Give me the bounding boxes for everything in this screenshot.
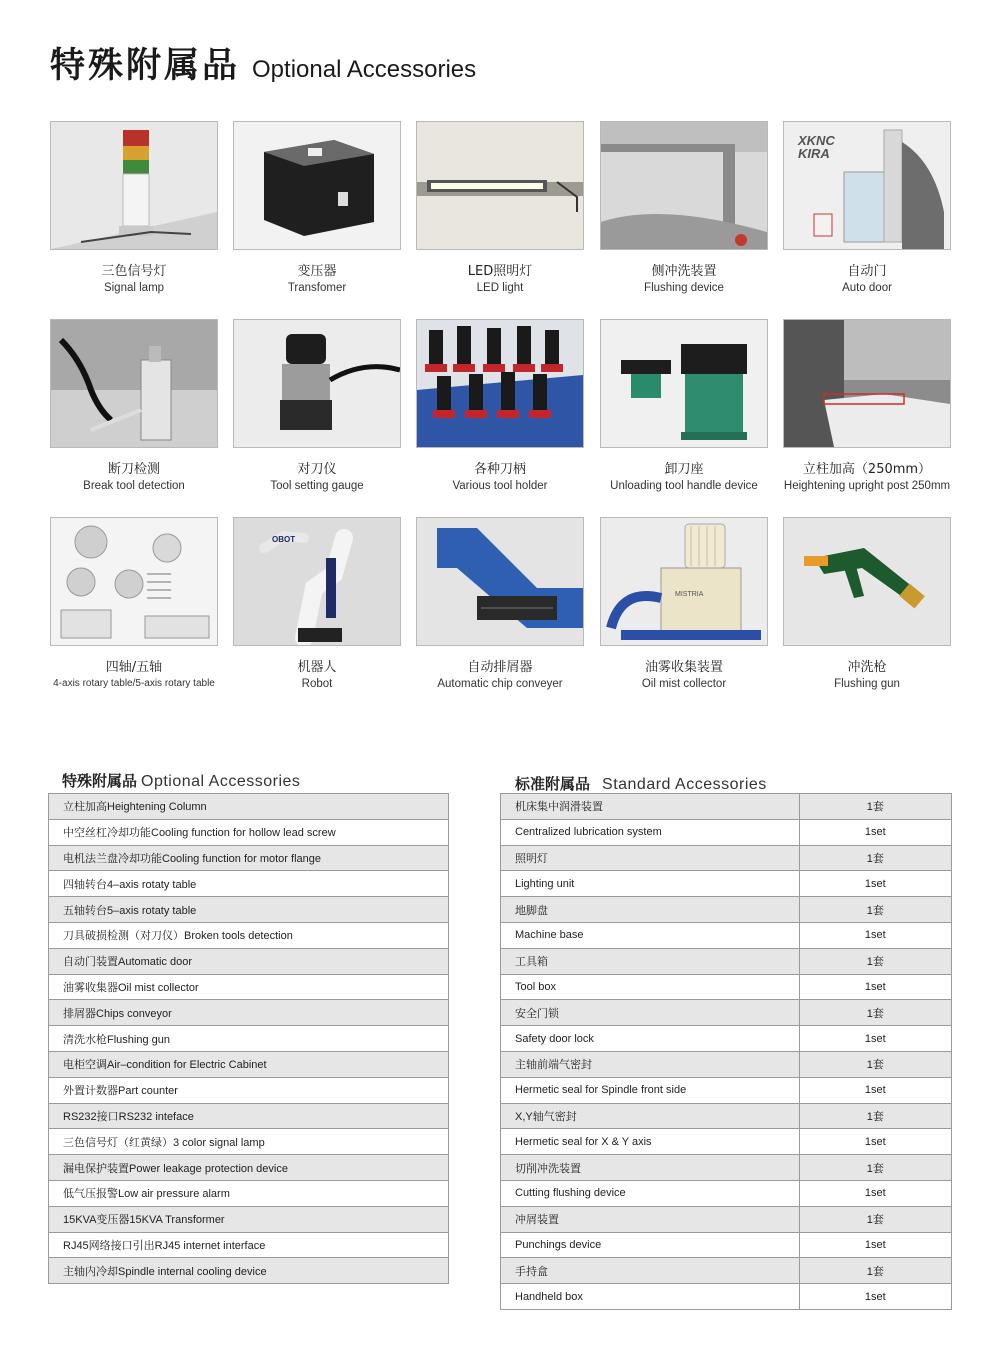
robot-photo [233, 517, 401, 646]
caption-zh: 自动排屑器 [467, 660, 533, 675]
table-row [501, 897, 952, 923]
item-qty: 1套 [799, 1000, 951, 1026]
unloading-tool-handle-photo [600, 319, 768, 448]
item-name: Centralized lubrication system [501, 819, 800, 845]
table-row [49, 1077, 449, 1103]
item-name: Hermetic seal for X & Y axis [501, 1129, 800, 1155]
caption-zh: 断刀检测 [107, 462, 160, 477]
item-qty: 1set [799, 1180, 951, 1206]
item-name: Machine base [501, 922, 800, 948]
caption-en: Break tool detection [83, 480, 185, 492]
item-qty: 1set [799, 1026, 951, 1052]
optional-section-title [62, 770, 300, 791]
table-cell: 漏电保护装置Power leakage protection device [49, 1155, 449, 1181]
caption-zh: 卸刀座 [664, 462, 704, 477]
caption-zh: 立柱加高（250mm） [802, 462, 932, 477]
accessory-transformer [233, 121, 401, 294]
caption-en: Flushing device [644, 282, 724, 294]
page-header [50, 38, 476, 88]
table-cell: 三色信号灯（红黄绿）3 color signal lamp [49, 1129, 449, 1155]
flushing-gun-photo [783, 517, 951, 646]
table-cell: 五轴转台5–axis rotaty table [49, 897, 449, 923]
optional-title-zh: 特殊附属品 [62, 772, 138, 790]
transformer-photo [233, 121, 401, 250]
table-cell: 中空丝杠冷却功能Cooling function for hollow lead screw [49, 819, 449, 845]
caption-en: Unloading tool handle device [610, 480, 758, 492]
table-row [501, 974, 952, 1000]
caption-en: 4-axis rotary table/5-axis rotary table [53, 678, 215, 689]
table-cell: 四轴转台4–axis rotaty table [49, 871, 449, 897]
table-row [501, 871, 952, 897]
caption-zh: 变压器 [297, 264, 337, 279]
table-row [501, 922, 952, 948]
item-name: 工具箱 [501, 948, 800, 974]
standard-title-en: Standard Accessories [602, 776, 767, 793]
caption-zh: 机器人 [297, 660, 337, 675]
oil-mist-collector-photo [600, 517, 768, 646]
item-name: 冲屑装置 [501, 1206, 800, 1232]
table-cell: 15KVA变压器15KVA Transformer [49, 1206, 449, 1232]
caption-zh: 四轴/五轴 [105, 660, 163, 675]
door-brand-text: XKNC [798, 133, 835, 148]
table-row [49, 1258, 449, 1284]
accessory-rotary-table [50, 517, 218, 689]
flushing-device-photo [600, 121, 768, 250]
item-qty: 1套 [799, 1206, 951, 1232]
collector-brand-text: MISTRIA [675, 591, 704, 598]
accessory-signal-lamp [50, 121, 218, 294]
rotary-table-photo [50, 517, 218, 646]
caption-zh: 三色信号灯 [101, 264, 167, 279]
door-brand-text: KIRA [798, 146, 830, 161]
accessory-heightening-upright-post [783, 319, 951, 492]
table-row [501, 794, 952, 820]
accessory-led-light [416, 121, 584, 294]
accessory-oil-mist-collector [600, 517, 768, 690]
table-cell: 低气压报警Low air pressure alarm [49, 1180, 449, 1206]
table-row [49, 974, 449, 1000]
item-name: Tool box [501, 974, 800, 1000]
accessory-flushing-gun [783, 517, 951, 690]
table-row [501, 1129, 952, 1155]
accessory-row [50, 517, 970, 715]
table-cell: 排屑器Chips conveyor [49, 1000, 449, 1026]
caption-en: Auto door [842, 282, 892, 294]
item-qty: 1set [799, 974, 951, 1000]
table-row [49, 922, 449, 948]
table-row [49, 845, 449, 871]
caption-zh: 侧冲洗装置 [651, 264, 717, 279]
item-name: 安全门锁 [501, 1000, 800, 1026]
accessory-row [50, 319, 970, 517]
table-row [501, 1051, 952, 1077]
signal-lamp-photo [50, 121, 218, 250]
caption-en: Heightening upright post 250mm [783, 480, 951, 492]
caption-zh: 自动门 [847, 264, 887, 279]
item-qty: 1套 [799, 794, 951, 820]
accessory-break-tool-detection [50, 319, 218, 492]
table-row [501, 1180, 952, 1206]
table-row [49, 794, 449, 820]
item-qty: 1set [799, 922, 951, 948]
table-row [49, 1129, 449, 1155]
table-row [49, 1206, 449, 1232]
caption-zh: LED照明灯 [467, 264, 533, 279]
table-row [501, 1232, 952, 1258]
caption-en: Various tool holder [452, 480, 548, 492]
table-row [501, 1258, 952, 1284]
accessory-flushing-device [600, 121, 768, 294]
table-row [49, 1026, 449, 1052]
table-cell: 电柜空调Air–condition for Electric Cabinet [49, 1051, 449, 1077]
item-qty: 1套 [799, 897, 951, 923]
caption-zh: 各种刀柄 [473, 462, 526, 477]
tool-setting-gauge-photo [233, 319, 401, 448]
accessory-tool-setting-gauge [233, 319, 401, 492]
table-row [501, 1103, 952, 1129]
item-name: Lighting unit [501, 871, 800, 897]
table-cell: 清洗水枪Flushing gun [49, 1026, 449, 1052]
page-title-en: Optional Accessories [252, 56, 477, 83]
item-qty: 1套 [799, 948, 951, 974]
table-row [501, 948, 952, 974]
table-row [501, 1284, 952, 1310]
auto-door-photo [783, 121, 951, 250]
item-name: Hermetic seal for Spindle front side [501, 1077, 800, 1103]
table-row [501, 1000, 952, 1026]
accessory-various-tool-holder [416, 319, 584, 492]
item-name: Cutting flushing device [501, 1180, 800, 1206]
item-qty: 1set [799, 1232, 951, 1258]
accessory-auto-door [783, 121, 951, 294]
table-cell: 刀具破损检测（对刀仪）Broken tools detection [49, 922, 449, 948]
item-name: Handheld box [501, 1284, 800, 1310]
caption-en: Oil mist collector [641, 678, 727, 690]
table-row [49, 1155, 449, 1181]
table-cell: 电机法兰盘冷却功能Cooling function for motor flange [49, 845, 449, 871]
standard-accessories-table [500, 793, 952, 1310]
standard-title-zh: 标准附属品 [515, 775, 591, 793]
item-name: 手持盒 [501, 1258, 800, 1284]
caption-zh: 冲洗枪 [847, 660, 887, 675]
table-row [49, 1232, 449, 1258]
caption-en: Automatic chip conveyer [437, 678, 563, 690]
heightening-post-photo [783, 319, 951, 448]
accessory-photo-grid [50, 121, 970, 715]
accessory-row [50, 121, 970, 319]
caption-zh: 油雾收集装置 [644, 660, 723, 675]
table-row [501, 819, 952, 845]
table-cell: 油雾收集器Oil mist collector [49, 974, 449, 1000]
item-qty: 1套 [799, 1258, 951, 1284]
item-qty: 1set [799, 1077, 951, 1103]
caption-en: Robot [301, 678, 333, 690]
table-cell: RJ45网络接口引出RJ45 internet interface [49, 1232, 449, 1258]
table-cell: 外置计数器Part counter [49, 1077, 449, 1103]
accessory-chip-conveyer [416, 517, 584, 690]
various-tool-holder-photo [416, 319, 584, 448]
table-cell: 自动门装置Automatic door [49, 948, 449, 974]
table-row [501, 845, 952, 871]
item-qty: 1套 [799, 1155, 951, 1181]
caption-zh: 对刀仪 [297, 462, 337, 477]
caption-en: Signal lamp [103, 282, 165, 294]
standard-section-title [515, 773, 767, 794]
item-name: Punchings device [501, 1232, 800, 1258]
caption-en: LED light [476, 282, 524, 294]
optional-title-en: Optional Accessories [141, 773, 301, 790]
item-qty: 1set [799, 1284, 951, 1310]
item-qty: 1set [799, 871, 951, 897]
table-row [501, 1026, 952, 1052]
item-name: 地脚盘 [501, 897, 800, 923]
break-tool-detection-photo [50, 319, 218, 448]
table-row [501, 1206, 952, 1232]
led-light-photo [416, 121, 584, 250]
item-name: 切削冲洗装置 [501, 1155, 800, 1181]
item-qty: 1set [799, 819, 951, 845]
table-row [49, 1180, 449, 1206]
table-cell: 主轴内冷却Spindle internal cooling device [49, 1258, 449, 1284]
caption-en: Flushing gun [834, 678, 900, 690]
table-row [49, 819, 449, 845]
item-name: 主轴前端气密封 [501, 1051, 800, 1077]
item-qty: 1set [799, 1129, 951, 1155]
item-name: 照明灯 [501, 845, 800, 871]
table-row [49, 897, 449, 923]
accessory-robot [233, 517, 401, 690]
caption-en: Tool setting gauge [270, 480, 364, 492]
robot-brand-text: OBOT [272, 535, 296, 544]
chip-conveyer-photo [416, 517, 584, 646]
table-cell: RS232接口RS232 inteface [49, 1103, 449, 1129]
table-row [49, 948, 449, 974]
table-row [49, 1103, 449, 1129]
optional-accessories-table [48, 793, 449, 1284]
table-row [49, 1000, 449, 1026]
item-name: X,Y轴气密封 [501, 1103, 800, 1129]
item-name: 机床集中润滑装置 [501, 794, 800, 820]
table-cell: 立柱加高Heightening Column [49, 794, 449, 820]
caption-en: Transfomer [287, 282, 347, 294]
item-qty: 1套 [799, 845, 951, 871]
table-row [49, 1051, 449, 1077]
table-row [501, 1155, 952, 1181]
item-qty: 1套 [799, 1103, 951, 1129]
table-row [501, 1077, 952, 1103]
page-title-zh: 特殊附属品 [50, 46, 241, 86]
item-qty: 1套 [799, 1051, 951, 1077]
accessory-unloading-tool-handle-device [600, 319, 768, 492]
table-row [49, 871, 449, 897]
item-name: Safety door lock [501, 1026, 800, 1052]
